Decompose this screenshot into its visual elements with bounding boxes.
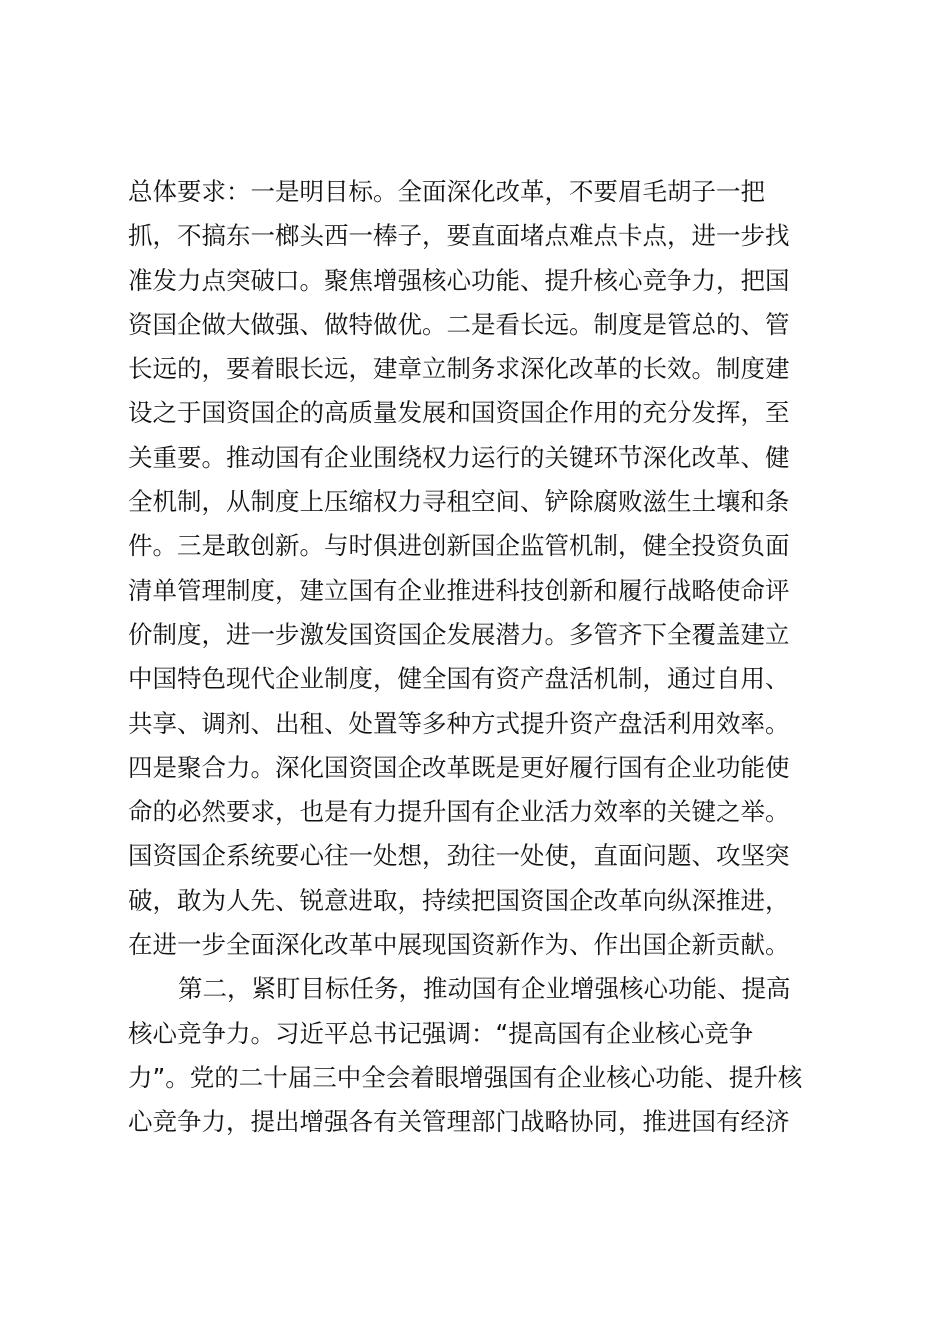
text-line: 准发力点突破口。聚焦增强核心功能、提升核心竞争力，把国: [128, 265, 790, 295]
text-line: 破，敢为人先、锐意进取，持续把国资国企改革向纵深推进，: [128, 885, 790, 915]
text-line: 全机制，从制度上压缩权力寻租空间、铲除腐败滋生土壤和条: [128, 487, 790, 517]
paragraph-first-line: 第二，紧盯目标任务，推动国有企业增强核心功能、提高: [178, 974, 791, 1004]
text-line: 清单管理制度，建立国有企业推进科技创新和履行战略使命评: [128, 575, 790, 605]
text-line: 力”。党的二十届三中全会着眼增强国有企业核心功能、提升核: [128, 1062, 803, 1092]
text-line: 命的必然要求，也是有力提升国有企业活力效率的关键之举。: [128, 797, 790, 827]
body-text: [128, 170, 848, 1145]
text-line: 长远的，要着眼长远，建章立制务求深化改革的长效。制度建: [128, 354, 790, 384]
text-line: 四是聚合力。深化国资国企改革既是更好履行国有企业功能使: [128, 752, 790, 782]
text-line: 国资国企系统要心往一处想，劲往一处使，直面问题、攻坚突: [128, 841, 790, 871]
text-line: 核心竞争力。习近平总书记强调：“提高国有企业核心竞争: [128, 1018, 754, 1048]
text-line: 共享、调剂、出租、处置等多种方式提升资产盘活利用效率。: [128, 708, 790, 738]
text-line: 件。三是敢创新。与时俱进创新国企监管机制，健全投资负面: [128, 531, 790, 561]
text-line: 资国企做大做强、做特做优。二是看长远。制度是管总的、管: [128, 309, 790, 339]
text-line: 设之于国资国企的高质量发展和国资国企作用的充分发挥，至: [128, 398, 790, 428]
text-line: 在进一步全面深化改革中展现国资新作为、作出国企新贡献。: [128, 930, 790, 960]
text-line: 关重要。推动国有企业围绕权力运行的关键环节深化改革、健: [128, 442, 790, 472]
text-line: 抓，不搞东一榔头西一棒子，要直面堵点难点卡点，进一步找: [128, 221, 790, 251]
text-line: 中国特色现代企业制度，健全国有资产盘活机制，通过自用、: [128, 664, 790, 694]
text-line: 心竞争力，提出增强各有关管理部门战略协同，推进国有经济: [128, 1107, 790, 1137]
text-line: 价制度，进一步激发国资国企发展潜力。多管齐下全覆盖建立: [128, 619, 790, 649]
text-line: 总体要求：一是明目标。全面深化改革，不要眉毛胡子一把: [128, 177, 765, 206]
